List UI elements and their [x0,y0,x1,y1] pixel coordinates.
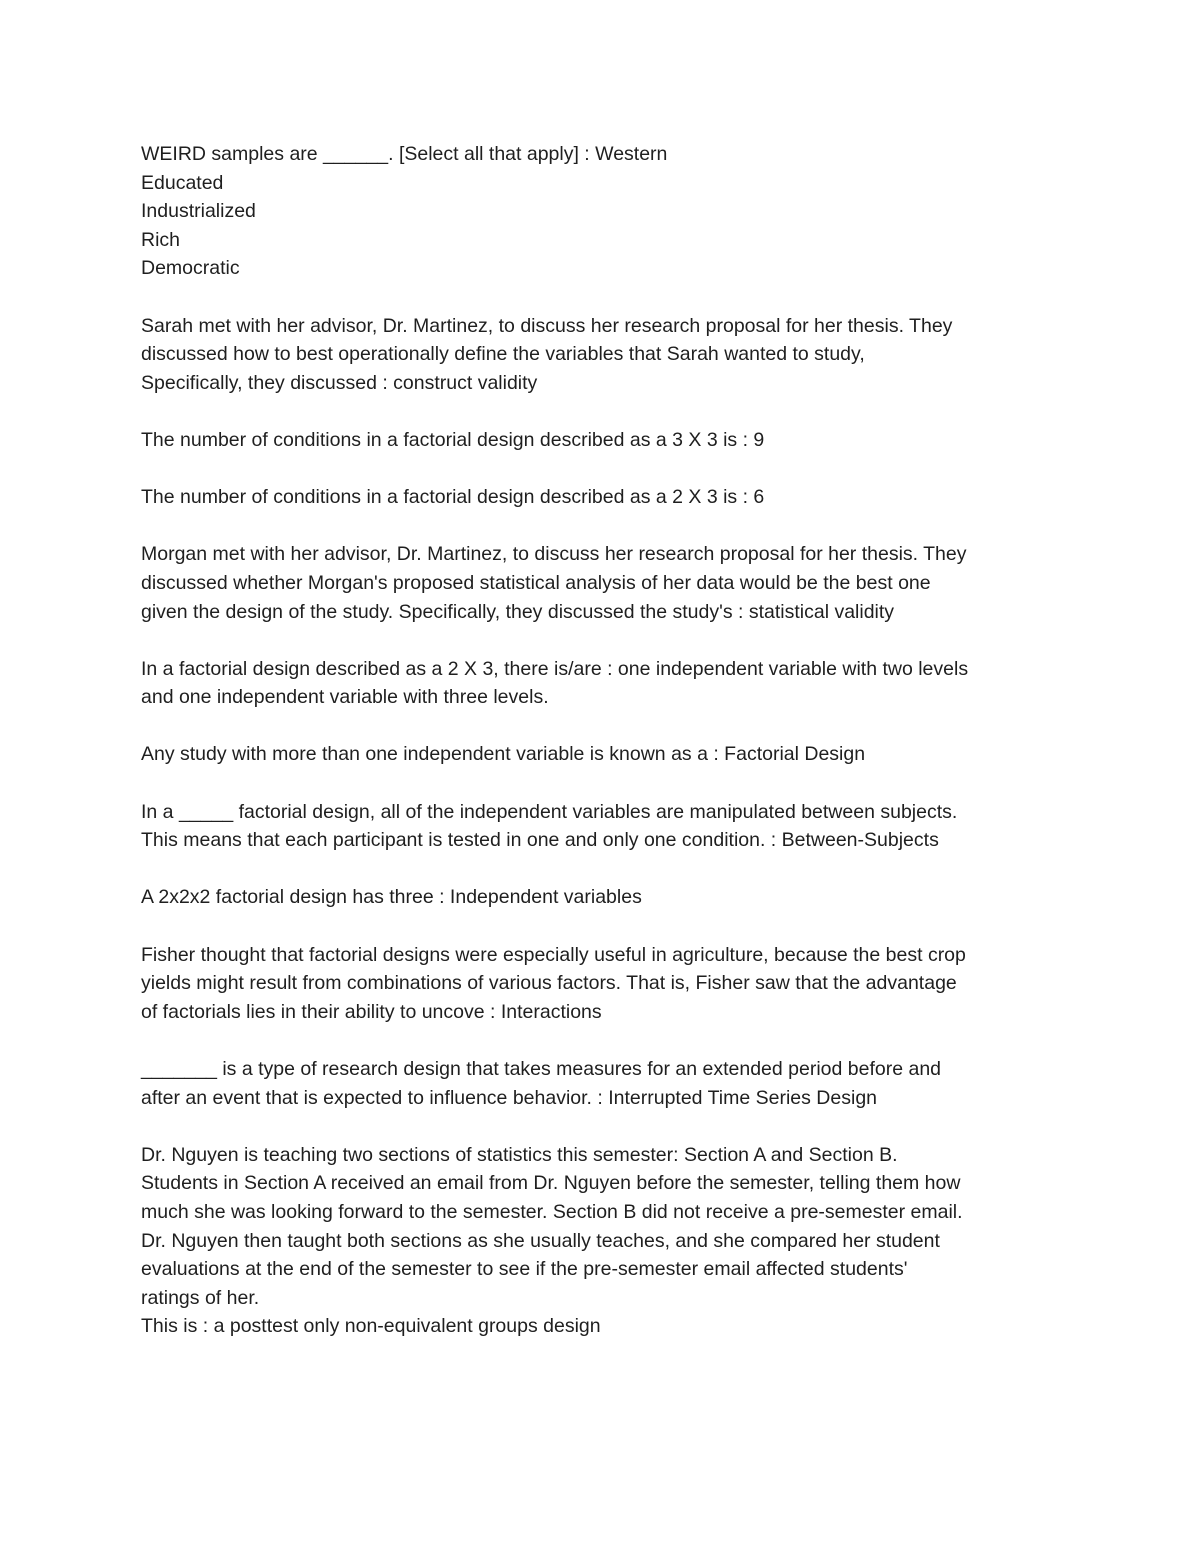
text-line: and one independent variable with three levels. [141,686,549,709]
text-line: Democratic [141,257,240,280]
question-2x3-variables [141,655,1071,712]
question-fisher-interactions [141,941,1071,1027]
question-weird-samples [141,140,1071,283]
text-line: In a factorial design described as a 2 X 3, there is/are : one independent variable with two levels [141,657,969,680]
text-line: discussed how to best operationally define the variables that Sarah wanted to study, [141,343,865,366]
text-line: Industrialized [141,200,256,223]
text-line: Morgan met with her advisor, Dr. Martinez, to discuss her research proposal for her thesis. They [141,543,967,566]
text-line: The number of conditions in a factorial design described as a 3 X 3 is : 9 [141,428,765,451]
text-line: Fisher thought that factorial designs were especially useful in agriculture, because the best crop [141,943,966,966]
text-line: discussed whether Morgan's proposed statistical analysis of her data would be the best one [141,571,931,594]
text-line: Dr. Nguyen then taught both sections as she usually teaches, and she compared her student [141,1229,940,1252]
text-line: Dr. Nguyen is teaching two sections of statistics this semester: Section A and Section B. [141,1143,898,1166]
question-dr-nguyen [141,1141,1071,1341]
text-line: The number of conditions in a factorial design described as a 2 X 3 is : 6 [141,486,765,509]
text-line: Sarah met with her advisor, Dr. Martinez, to discuss her research proposal for her thesis. They [141,314,953,337]
text-line: In a _____ factorial design, all of the independent variables are manipulated between subjects. [141,800,958,823]
text-line: after an event that is expected to influence behavior. : Interrupted Time Series Design [141,1086,878,1109]
text-line: Students in Section A received an email from Dr. Nguyen before the semester, telling them how [141,1172,961,1195]
text-line: of factorials lies in their ability to uncove : Interactions [141,1000,602,1023]
text-line: yields might result from combinations of various factors. That is, Fisher saw that the advantage [141,972,957,995]
question-2x3-conditions [141,483,1071,512]
text-line: This means that each participant is tested in one and only one condition. : Between-Subjects [141,829,939,852]
text-line: Specifically, they discussed : construct validity [141,371,538,394]
question-construct-validity [141,312,1071,398]
text-line: Educated [141,171,224,194]
text-line: WEIRD samples are ______. [Select all that apply] : Western [141,143,668,165]
text-line: Rich [141,228,181,251]
text-line: given the design of the study. Specifically, they discussed the study's : statistical validity [141,600,895,623]
text-line: ratings of her. [141,1286,260,1309]
text-line: Any study with more than one independent variable is known as a : Factorial Design [141,743,866,766]
text-line: much she was looking forward to the semester. Section B did not receive a pre-semester email. [141,1200,963,1223]
text-line: _______ is a type of research design that takes measures for an extended period before and [141,1058,942,1080]
question-between-subjects [141,798,1071,855]
question-statistical-validity [141,540,1071,626]
question-interrupted-time-series [141,1055,1071,1112]
question-3x3-conditions [141,426,1071,455]
text-line: This is : a posttest only non-equivalent groups design [141,1315,601,1338]
question-factorial-design [141,740,1071,769]
question-2x2x2 [141,883,1071,912]
document-page [141,140,1071,1370]
text-line: A 2x2x2 factorial design has three : Independent variables [141,886,642,909]
text-line: evaluations at the end of the semester to see if the pre-semester email affected students' [141,1258,908,1281]
